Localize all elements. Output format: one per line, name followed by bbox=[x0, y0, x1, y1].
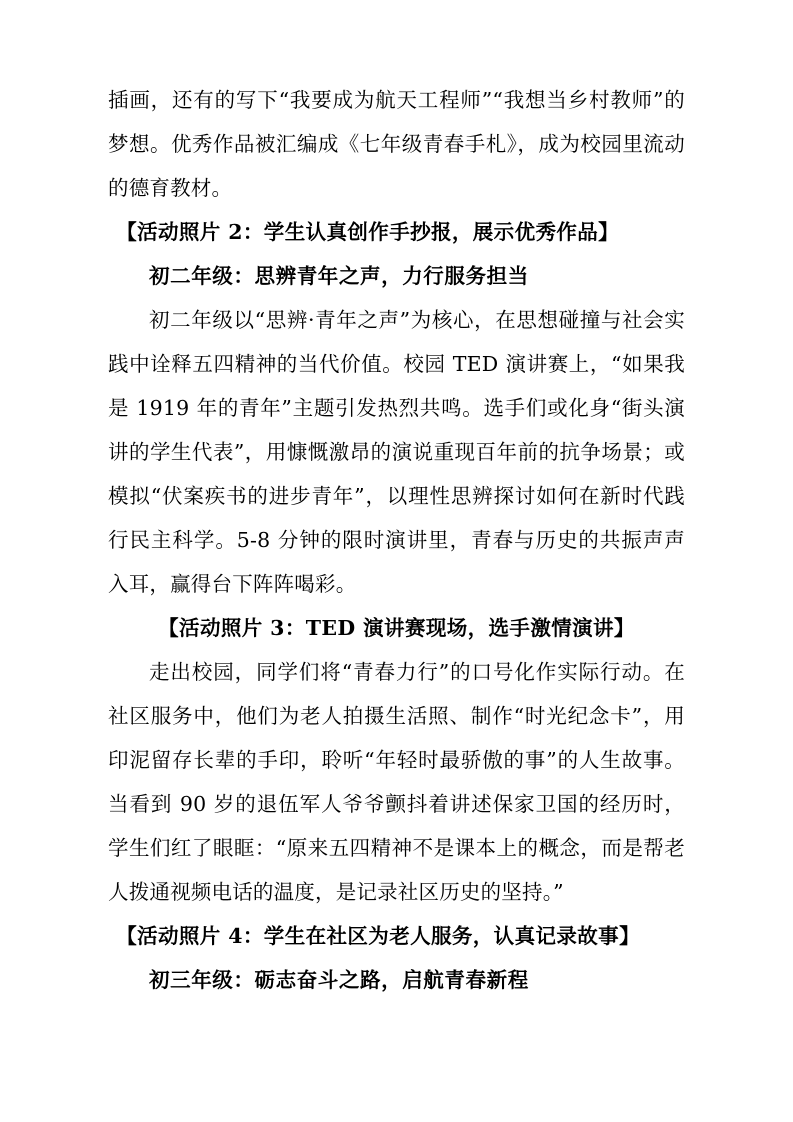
paragraph-grade-8-speech: 初二年级以“思辨·青年之声”为核心，在思想碰撞与社会实践中诠释五四精神的当代价值。校园 TED 演讲赛上，“如果我是 1919 年的青年”主题引发热烈共鸣。选手们或化身“街头演讲的学生代表”，用慷慨激昂的演说重现百年前的抗争场景；或模拟“伏案疾书的进步青年”，以理性思辨探讨如何在新时代践行民主科学。5-8 分钟的限时演讲里，青春与历史的共振声声入耳，赢得台下阵阵喝彩。 bbox=[108, 308, 685, 596]
section-heading-grade-8: 初二年级：思辨青年之声，力行服务担当 bbox=[149, 264, 529, 288]
paragraph-community-service: 走出校园，同学们将“青春力行”的口号化作实际行动。在社区服务中，他们为老人拍摄生活照、制作“时光纪念卡”，用印泥留存长辈的手印，聆听“年轻时最骄傲的事”的人生故事。当看到 90 岁的退伍军人爷爷颤抖着讲述保家卫国的经历时，学生们红了眼眶：“原来五四精神不是课本上的概念，而是帮老人拨通视频电话的温度，是记录社区历史的坚持。” bbox=[108, 660, 685, 904]
document-body bbox=[108, 78, 685, 1002]
photo-caption-3: 【活动照片 3：TED 演讲赛现场，选手激情演讲】 bbox=[158, 616, 635, 640]
photo-caption-2: 【活动照片 2：学生认真创作手抄报，展示优秀作品】 bbox=[116, 220, 620, 244]
paragraph-continued: 插画，还有的写下“我要成为航天工程师”“我想当乡村教师”的梦想。优秀作品被汇编成《七年级青春手札》，成为校园里流动的德育教材。 bbox=[108, 88, 685, 200]
photo-caption-4: 【活动照片 4：学生在社区为老人服务，认真记录故事】 bbox=[116, 924, 640, 948]
section-heading-grade-9: 初三年级：砺志奋斗之路，启航青春新程 bbox=[149, 968, 529, 992]
